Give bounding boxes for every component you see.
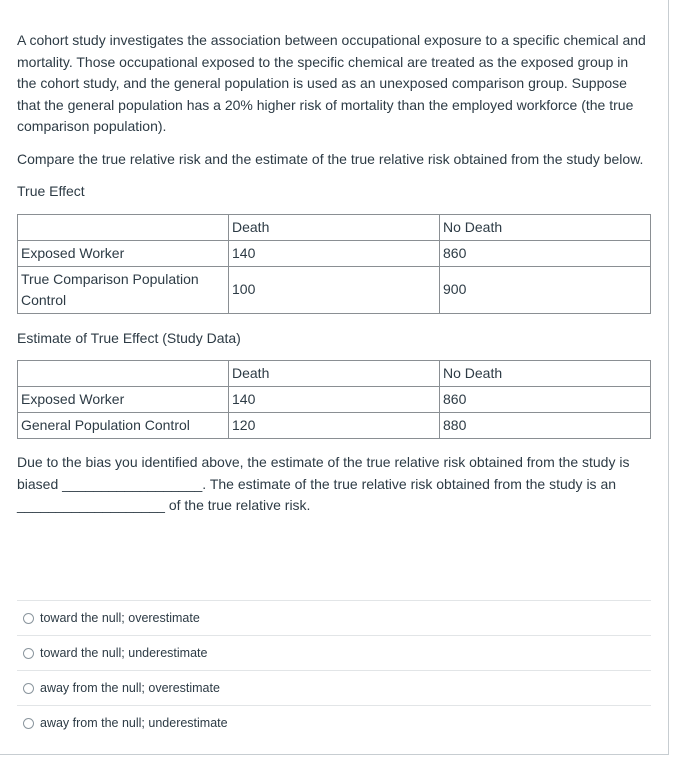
question-prompt: Compare the true relative risk and the estimate of the true relative risk obtained from the study below.: [17, 150, 644, 167]
answer-label[interactable]: toward the null; overestimate: [40, 611, 200, 625]
table-header-cell: [18, 361, 229, 387]
answer-option[interactable]: [17, 705, 651, 741]
answer-option[interactable]: [17, 670, 651, 705]
radio-button[interactable]: [23, 613, 34, 624]
table1-label: True Effect: [17, 183, 85, 199]
answer-option[interactable]: [17, 600, 651, 635]
table-cell: 860: [440, 387, 651, 413]
table-cell: Exposed Worker: [18, 240, 229, 266]
table-cell: 140: [229, 240, 440, 266]
table-cell: True Comparison Population Control: [18, 266, 229, 313]
answer-option[interactable]: [17, 635, 651, 670]
table2-label: Estimate of True Effect (Study Data): [17, 329, 241, 346]
true-effect-table: [17, 214, 651, 314]
table-row: [18, 240, 651, 266]
answer-label[interactable]: toward the null; underestimate: [40, 646, 208, 660]
table-cell: 900: [440, 266, 651, 313]
table-cell: 880: [440, 413, 651, 439]
radio-button[interactable]: [23, 648, 34, 659]
table-header-cell: No Death: [440, 361, 651, 387]
table-cell: Exposed Worker: [18, 387, 229, 413]
question-content: [17, 30, 651, 517]
question-intro: A cohort study investigates the association between occupational exposure to a specific chemical and mortality. Those occupational exposed to the specific chemical are treated as the exposed group in the cohort study, and the general population is used as an unexposed comparison group. Suppose that the general population has a 20% higher risk of mortality than the employed workforce (the true comparison population).: [17, 32, 646, 134]
radio-button[interactable]: [23, 683, 34, 694]
table-header-cell: [18, 214, 229, 240]
table-row: [18, 387, 651, 413]
table-header-cell: Death: [229, 214, 440, 240]
table-header-cell: Death: [229, 361, 440, 387]
answer-list: [17, 600, 651, 741]
radio-button[interactable]: [23, 718, 34, 729]
table-cell: 140: [229, 387, 440, 413]
study-data-table: [17, 360, 651, 439]
answer-label[interactable]: away from the null; underestimate: [40, 716, 228, 730]
table-header-row: [18, 361, 651, 387]
table-cell: 120: [229, 413, 440, 439]
table-header-cell: No Death: [440, 214, 651, 240]
table-header-row: [18, 214, 651, 240]
table-row: [18, 266, 651, 313]
question-conclusion: Due to the bias you identified above, the estimate of the true relative risk obtained from the study is biased __________________. The estimate of the true relative risk obtained from the study is an ___________________ of the true relative risk.: [17, 454, 630, 513]
table-cell: General Population Control: [18, 413, 229, 439]
table-cell: 860: [440, 240, 651, 266]
table-row: [18, 413, 651, 439]
answer-label[interactable]: away from the null; overestimate: [40, 681, 220, 695]
table-cell: 100: [229, 266, 440, 313]
